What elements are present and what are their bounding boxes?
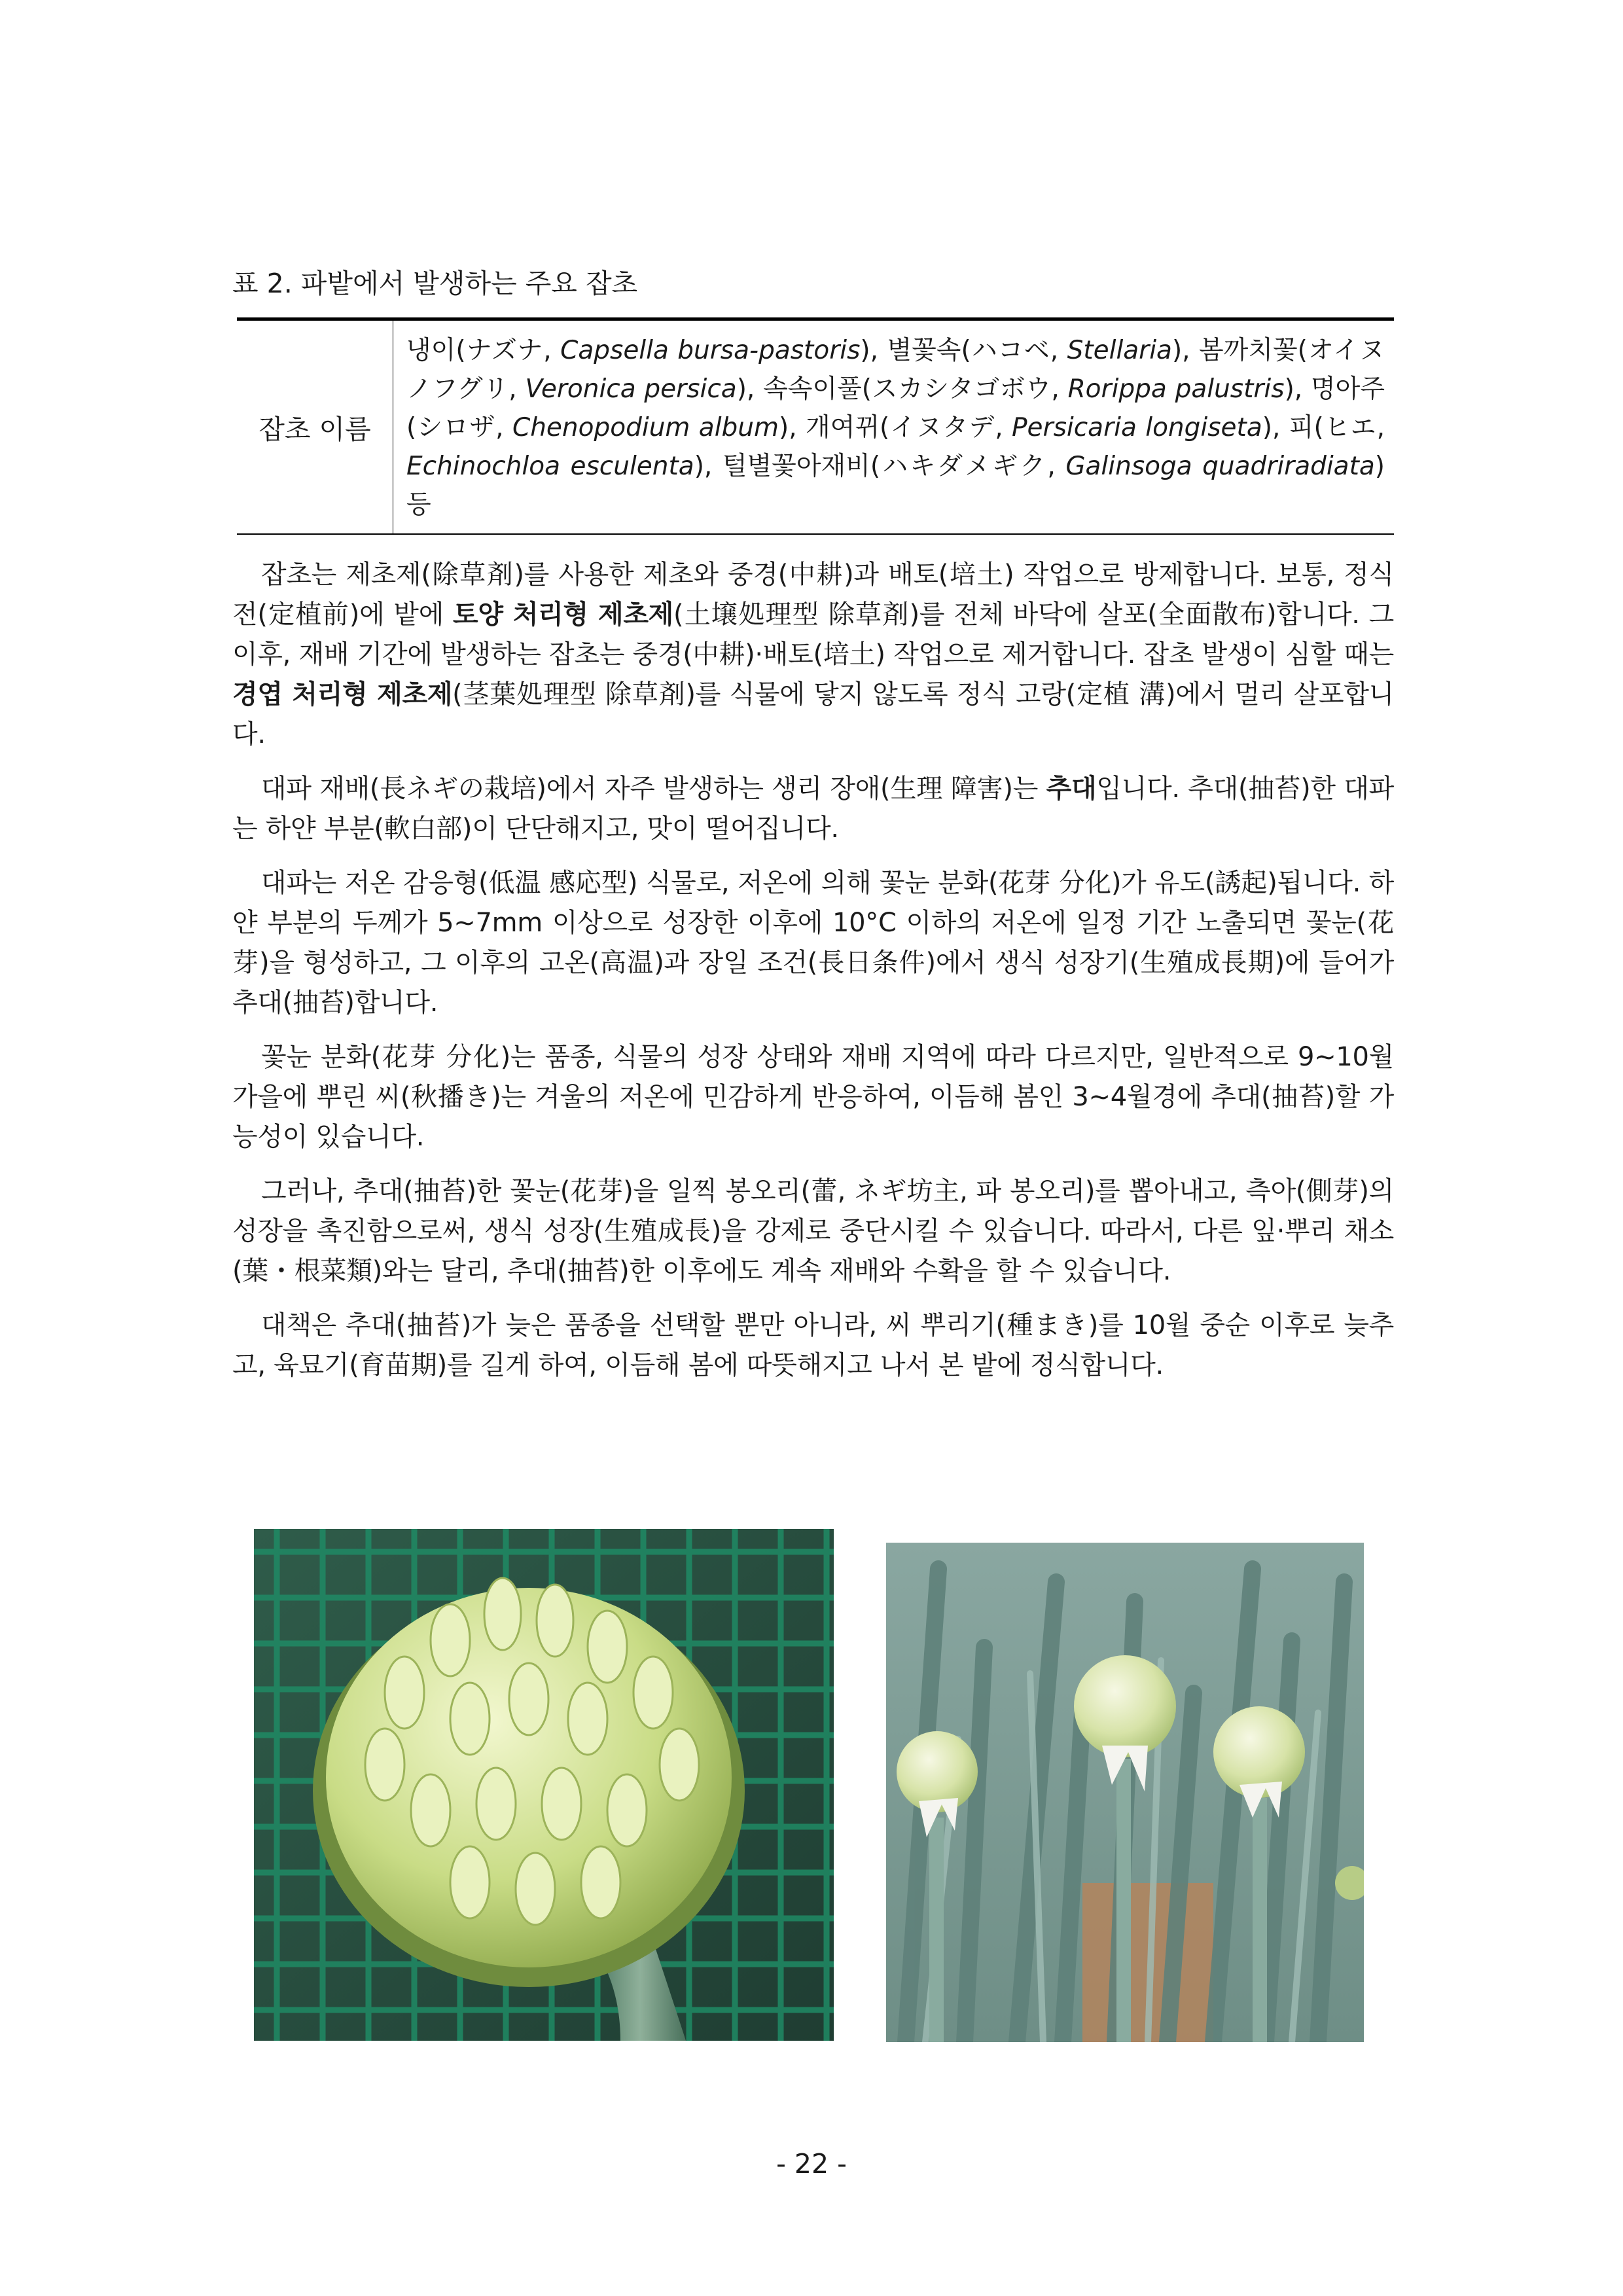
weed-entry: 속속이풀(スカシタゴボウ, Rorippa palustris), [763,374,1311,404]
emphasized-term: 토양 처리형 제초제 [453,600,674,630]
scientific-name: Chenopodium album [512,413,779,442]
weed-entry: 별꽃속(ハコベ, Stellaria), [887,336,1199,365]
body-paragraph: 대책은 추대(抽苔)가 늦은 품종을 선택할 뿐만 아니라, 씨 뿌리기(種まき)를 10월 중순 이후로 늦추고, 육묘기(育苗期)를 길게 하여, 이듬해 봄에 따뜻해지고 나서 본 밭에 정식합니다. [232,1310,1394,1380]
scientific-name: Rorippa palustris [1067,374,1285,404]
emphasized-term: 추대 [1046,774,1097,804]
table-caption: 표 2. 파밭에서 발생하는 주요 잡초 [232,268,638,299]
weed-entry: 개여뀌(イヌタデ, Persicaria longiseta), [806,413,1289,442]
scientific-name: Stellaria [1067,336,1172,365]
weed-entry: 털별꽃아재비(ハキダメギク, Galinsoga quadriradiata) 등 [406,452,1385,520]
body-paragraph: 잡초는 제초제(除草剤)를 사용한 제초와 중경(中耕)과 배토(培土) 작업으로 방제합니다. 보통, 정식 전(定植前)에 밭에 토양 처리형 제초제(土壌処理型 除草剤)를 전체 바닥에 살포(全面散布)합니다. 그 이후, 재배 기간에 발생하는 잡초는 중경(中耕)·배토(培土) 작업으로 제거합니다. 잡초 발생이 심할 때는 경엽 처리형 제초제(茎葉処理型 除草剤)를 식물에 닿지 않도록 정식 고랑(定植 溝)에서 멀리 살포합니다. [232,560,1395,749]
leek-field-flower-heads-photo [886,1543,1364,2042]
body-paragraph: 대파 재배(長ネギの栽培)에서 자주 발생하는 생리 장애(生理 障害)는 추대입니다. 추대(抽苔)한 대파는 하얀 부분(軟白部)이 단단해지고, 맛이 떨어집니다. [232,774,1395,844]
scientific-name: Veronica persica [525,374,737,404]
scientific-name: Galinsoga quadriradiata [1065,452,1375,481]
body-paragraph: 대파는 저온 감응형(低温 感応型) 식물로, 저온에 의해 꽃눈 분화(花芽 分化)가 유도(誘起)됩니다. 하얀 부분의 두께가 5~7mm 이상으로 성장한 이후에 10°C 이하의 저온에 일정 기간 노출되면 꽃눈(花芽)을 형성하고, 그 이후의 고온(高温)과 장일 조건(長日条件)에서 생식 성장기(生殖成長期)에 들어가 추대(抽苔)합니다. [232,868,1394,1018]
scientific-name: Echinochloa esculenta [406,452,694,481]
body-text [232,555,1394,1400]
weed-list-cell [393,321,1394,533]
leek-flower-closeup-photo [254,1529,834,2041]
weed-entry: 봄까치꽃(オイヌノフグリ, Veronica persica), [406,336,1385,404]
weed-entry: 피(ヒエ, Echinochloa esculenta), [406,413,1385,481]
scientific-name: Capsella bursa-pastoris [560,336,861,365]
weed-entry: 냉이(ナズナ, Capsella bursa-pastoris), [406,336,887,365]
body-paragraph: 그러나, 추대(抽苔)한 꽃눈(花芽)을 일찍 봉오리(蕾, ネギ坊主, 파 봉오리)를 뽑아내고, 측아(側芽)의 성장을 촉진함으로써, 생식 성장(生殖成長)을 강제로 중단시킬 수 있습니다. 따라서, 다른 잎·뿌리 채소(葉・根菜類)와는 달리, 추대(抽苔)한 이후에도 계속 재배와 수확을 할 수 있습니다. [232,1176,1394,1286]
body-paragraph: 꽃눈 분화(花芽 分化)는 품종, 식물의 성장 상태와 재배 지역에 따라 다르지만, 일반적으로 9~10월 가을에 뿌린 씨(秋播き)는 겨울의 저온에 민감하게 반응하여, 이듬해 봄인 3~4월경에 추대(抽苔)할 가능성이 있습니다. [232,1042,1394,1152]
weed-table [237,317,1394,535]
emphasized-term: 경엽 처리형 제초제 [232,679,453,709]
scientific-name: Persicaria longiseta [1012,413,1262,442]
weed-entry: 명아주(シロザ, Chenopodium album), [406,374,1385,442]
table-header-cell: 잡초 이름 [237,321,393,533]
page-number: - 22 - [776,2148,847,2179]
